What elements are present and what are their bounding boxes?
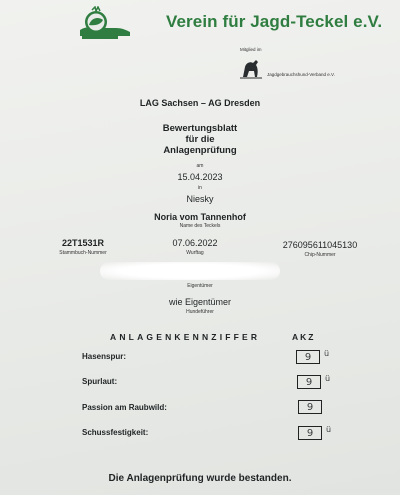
chip-number: 276095611045130 xyxy=(282,240,358,250)
hunting-dog-icon xyxy=(238,55,264,81)
exam-date: 15.04.2023 xyxy=(177,172,223,182)
whelped-caption: Wurftag xyxy=(186,250,204,256)
dog-name: Noria vom Tannenhof xyxy=(154,212,246,222)
document-title-line-3: Anlagenprüfung xyxy=(163,145,237,156)
document-title-line-1: Bewertungsblatt xyxy=(162,123,238,134)
handler-caption: Hundeführer xyxy=(186,309,214,315)
score-box-passion-am-raubwild xyxy=(298,400,322,414)
document-title-line-2: für die xyxy=(185,134,215,145)
regional-group: LAG Sachsen – AG Dresden xyxy=(139,98,261,108)
check-mark: ü xyxy=(326,425,332,434)
dachshund-crest-icon xyxy=(76,6,132,42)
place-caption: in xyxy=(198,185,202,191)
score-value: 9 xyxy=(306,427,314,439)
exam-result: Die Anlagenprüfung wurde bestanden. xyxy=(108,473,292,484)
federation-name: Jagdgebrauchshund-Verband e.V. xyxy=(267,72,335,77)
score-box-hasenspur xyxy=(296,350,320,364)
dog-name-caption: Name des Teckels xyxy=(179,223,221,229)
club-title: Verein für Jagd-Teckel e.V. xyxy=(166,12,383,31)
score-value: 9 xyxy=(306,401,314,413)
chip-caption: Chip-Nummer xyxy=(304,252,336,258)
handler: wie Eigentümer xyxy=(168,297,232,307)
score-value: 9 xyxy=(304,351,312,363)
redacted-owner xyxy=(100,262,280,280)
akz-heading: AKZ xyxy=(292,332,316,342)
row-label-spurlaut: Spurlaut: xyxy=(82,377,118,386)
row-label-passion-am-raubwild: Passion am Raubwild: xyxy=(82,403,167,412)
row-label-hasenspur: Hasenspur: xyxy=(82,352,127,361)
assessment-heading: ANLAGENKENNZIFFER xyxy=(110,332,261,342)
studbook-caption: Stammbuch-Nummer xyxy=(59,250,107,256)
score-box-schussfestigkeit xyxy=(298,426,322,440)
studbook-number: 22T1531R xyxy=(61,238,105,248)
whelped-date: 07.06.2022 xyxy=(172,238,218,248)
row-label-schussfestigkeit: Schussfestigkeit: xyxy=(82,428,149,437)
check-mark: ü xyxy=(324,349,330,358)
check-mark: ü xyxy=(325,374,331,383)
exam-place: Niesky xyxy=(186,194,214,204)
score-box-spurlaut xyxy=(297,375,321,389)
owner-caption: Eigentümer xyxy=(187,283,213,289)
member-of-label: Mitglied im xyxy=(240,47,262,52)
score-value: 9 xyxy=(305,376,313,388)
date-caption: am xyxy=(196,163,204,169)
